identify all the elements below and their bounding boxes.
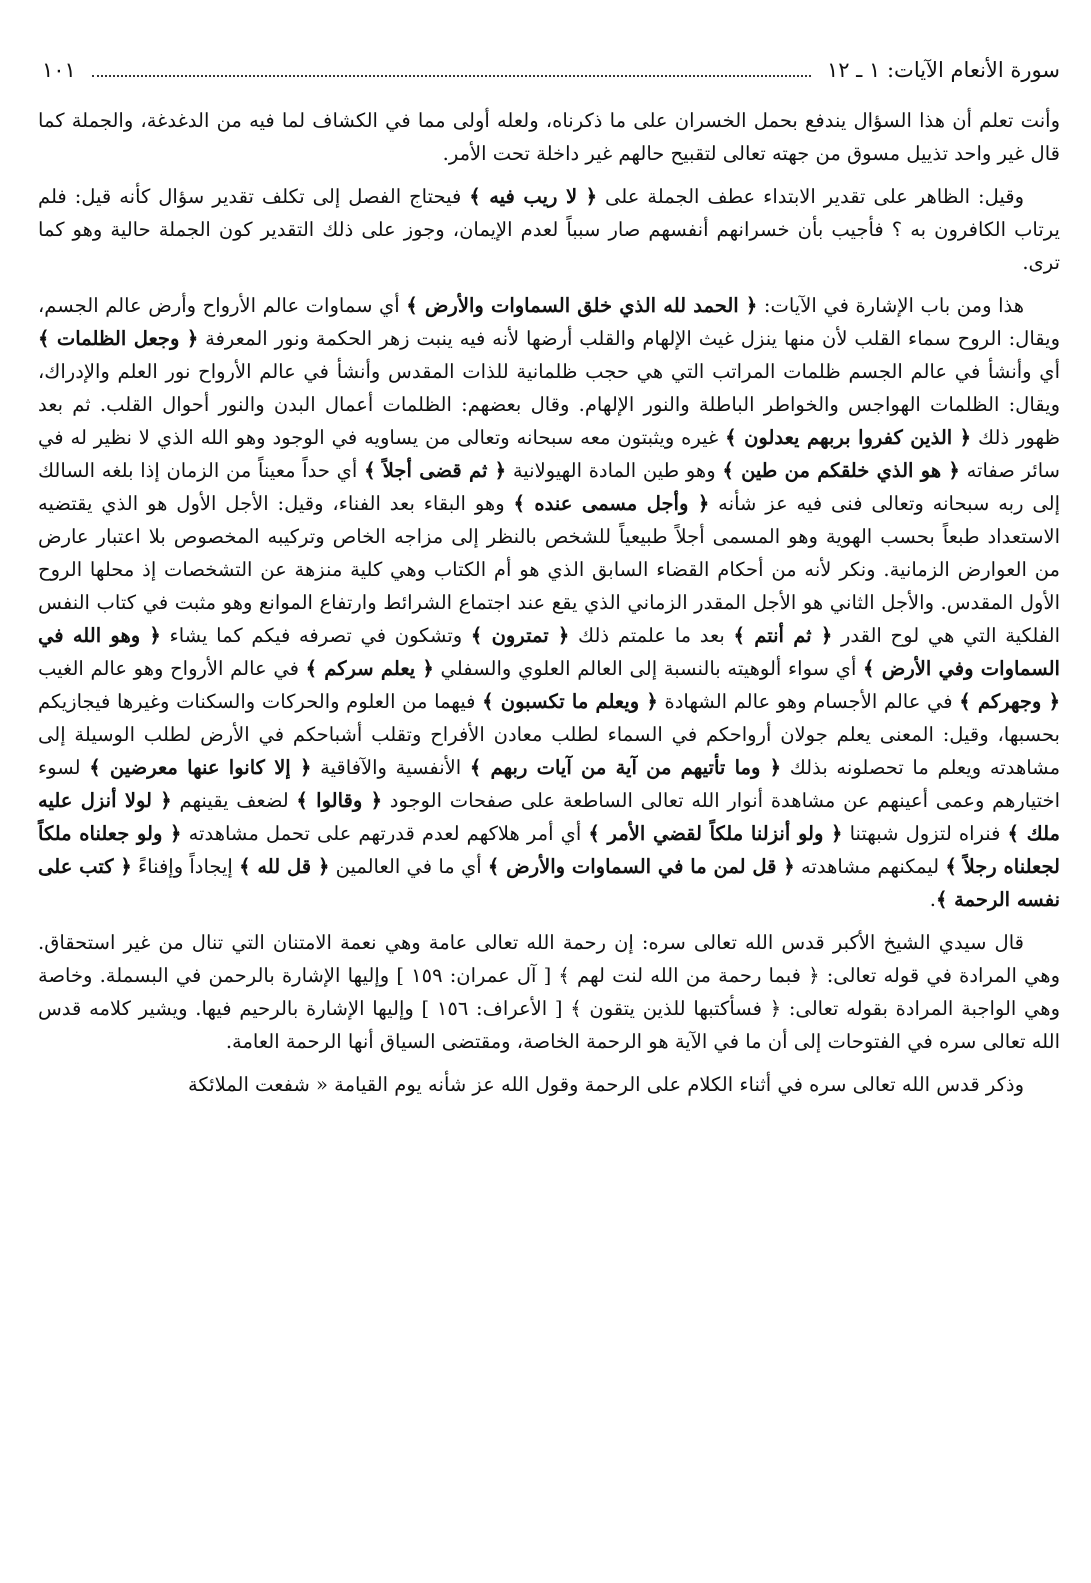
quran-quote: ﴿ كتب على نفسه الرحمة ﴾ <box>38 855 1060 911</box>
quran-quote: ﴿ الذين كفروا بربهم يعدلون ﴾ <box>725 426 972 449</box>
quran-quote: ﴿ وما تأتيهم من آية من آيات ربهم ﴾ <box>469 756 782 779</box>
quran-quote: ﴿ تمترون ﴾ <box>470 624 570 647</box>
paragraph <box>38 1068 1060 1101</box>
quran-quote: ﴿ قل لله ﴾ <box>239 855 330 878</box>
text-segment: أي حداً معيناً من الزمان إذا بلغه السالك إلى ربه سبحانه وتعالى فنى فيه عز شأنه <box>38 459 1060 515</box>
text-segment: في عالم الأرواح وهو عالم الغيب <box>38 657 306 680</box>
quran-quote: ﴿ وجعل الظلمات ﴾ <box>38 327 199 350</box>
paragraph <box>38 180 1060 279</box>
header-dot-leader <box>92 74 811 77</box>
text-segment: في عالم الأجسام وهو عالم الشهادة <box>657 690 960 713</box>
text-segment: غيره ويثبتون معه سبحانه وتعالى من يساويه في الوجود وهو الله الذي لا نظير له في سائر صفاته <box>38 426 1060 482</box>
quran-quote: ﴿ وقالوا ﴾ <box>296 789 383 812</box>
quran-quote: ﴿ إلا كانوا عنها معرضين ﴾ <box>89 756 312 779</box>
text-segment: لسوء اختيارهم وعمى أعينهم عن مشاهدة أنوار الله تعالى الساطعة على صفحات الوجود <box>38 756 1060 812</box>
text-segment: فيهما من العلوم والحركات والسكنات وغيرها فيجازيكم بحسبها، وقيل: المعنى يعلم جولان أرواحكم في السماء لطلب معادن الأفراح وتقلب أشباحكم في الأرض لطلب الوسيلة إلى مشاهدته ويعلم ما تحصلونه بذلك <box>38 690 1061 779</box>
quran-quote: ﴿ قل لمن ما في السماوات والأرض ﴾ <box>487 855 795 878</box>
quran-quote: ﴿ ثم قضى أجلاً ﴾ <box>364 459 507 482</box>
text-segment: الأنفسية والآفاقية <box>311 756 470 779</box>
text-segment: أي سواء ألوهيته بالنسبة إلى العالم العلوي والسفلي <box>433 657 864 680</box>
text-segment: فنراه لتزول شبهتنا <box>842 822 1008 845</box>
body-text <box>38 104 1060 1101</box>
text-segment: وهو طين المادة الهيولانية <box>506 459 723 482</box>
quran-quote: ﴿ وأجل مسمى عنده ﴾ <box>513 492 710 515</box>
text-segment: أي أمر هلاكهم لعدم قدرتهم على تحمل مشاهدته <box>181 822 589 845</box>
text-segment: وتشكون في تصرفه فيكم كما يشاء <box>160 624 471 647</box>
header-title: سورة الأنعام الآيات: ١ ـ ١٢ <box>826 58 1060 82</box>
text-segment: وذكر قدس الله تعالى سره في أثناء الكلام على الرحمة وقول الله عز شأنه يوم القيامة « شفعت الملائكة <box>187 1073 1024 1096</box>
quran-quote: ﴿ هو الذي خلقكم من طين ﴾ <box>722 459 960 482</box>
text-segment: . <box>929 888 936 911</box>
paragraph <box>38 104 1060 170</box>
text-segment: بعد ما علمتم ذلك <box>569 624 734 647</box>
text-segment: لضعف يقينهم <box>171 789 297 812</box>
page-number: ١٠١ <box>42 58 76 82</box>
quran-quote: ﴿ الحمد لله الذي خلق السماوات والأرض ﴾ <box>406 294 758 317</box>
quran-quote: ﴿ ثم أنتم ﴾ <box>733 624 833 647</box>
quran-quote: ﴿ ولو أنزلنا ملكاً لقضي الأمر ﴾ <box>588 822 843 845</box>
text-segment: قال سيدي الشيخ الأكبر قدس الله تعالى سره: إن رحمة الله تعالى عامة وهي نعمة الامتنان التي تنال من غير استحقاق. وهي المرادة في قوله تعالى: ﴿ فبما رحمة من الله لنت لهم ﴾ [ آل عمران: ١٥٩ ] وإليها الإشارة بالرحمن في البسملة. وخاصة وهي الواجبة المرادة بقوله تعالى: ﴿ فسأكتبها للذين يتقون ﴾ [ الأعراف: ١٥٦ ] وإليها الإشارة بالرحيم فيها. ويشير كلامه قدس الله تعالى سره في الفتوحات إلى أن ما في الآية هو الرحمة الخاصة، ومقتضى السياق أنها الرحمة العامة. <box>38 931 1060 1053</box>
text-segment: فيحتاج الفصل إلى تكلف تقدير سؤال كأنه قيل: فلم يرتاب الكافرون به ؟ فأجيب بأن خسرانهم أنفسهم صار سبباً لعدم الإيمان، وجوز على ذلك التقدير كون الجملة حالية وهو كما ترى. <box>38 185 1060 274</box>
quran-quote: ﴿ يعلم سركم ﴾ <box>305 657 434 680</box>
quran-quote: ﴿ ويعلم ما تكسبون ﴾ <box>482 690 658 713</box>
quran-quote: ﴿ وهو الله في السماوات وفي الأرض ﴾ <box>38 624 1060 680</box>
paragraph <box>38 289 1060 916</box>
paragraph <box>38 926 1060 1058</box>
quran-quote: ﴿ لولا أنزل عليه ملك ﴾ <box>38 789 1060 845</box>
quran-quote: ﴿ ولو جعلناه ملكاً لجعلناه رجلاً ﴾ <box>38 822 1060 878</box>
book-page <box>38 58 1060 1558</box>
text-segment: هذا ومن باب الإشارة في الآيات: <box>757 294 1025 317</box>
text-segment: أي سماوات عالم الأرواح وأرض عالم الجسم، ويقال: الروح سماء القلب لأن منها ينزل غيث الإلهام والقلب أرضها لأنه فيه ينبت زهر الحكمة ونور المعرفة <box>38 294 1061 350</box>
text-segment: وأنت تعلم أن هذا السؤال يندفع بحمل الخسران على ما ذكرناه، ولعله أولى مما في الكشاف لما فيه من الدغدغة، والجملة كما قال غير واحد تذييل مسوق من جهته تعالى لتقبيح حالهم غير داخلة تحت الأمر. <box>38 109 1060 165</box>
text-segment: ليمكنهم مشاهدته <box>794 855 946 878</box>
text-segment: وقيل: الظاهر على تقدير الابتداء عطف الجملة على <box>597 185 1024 208</box>
quran-quote: ﴿ وجهركم ﴾ <box>959 690 1060 713</box>
text-segment: إيجاداً وإفناءً <box>131 855 240 878</box>
quran-quote: ﴿ لا ريب فيه ﴾ <box>469 185 598 208</box>
text-segment: أي ما في العالمين <box>329 855 488 878</box>
text-segment: وهو البقاء بعد الفناء، وقيل: الأجل الأول هو الذي يقتضيه الاستعداد طبعاً بحسب الهوية وهو المسمى أجلاً طبيعياً للشخص بالنظر إلى مزاجه الخاص وتركيبه المخصوص بلا اعتبار عارض من العوارض الزمانية. ونكر لأنه من أحكام القضاء السابق الذي هو أم الكتاب وهي كلية منزهة عن التشخصات إذ محلها الروح الأول المقدس. والأجل الثاني هو الأجل المقدر الزماني الذي يقع عند اجتماع الشرائط وارتفاع الموانع وهو مثبت في كتاب النفس الفلكية التي هي لوح القدر <box>38 492 1060 647</box>
text-segment: أي وأنشأ في عالم الجسم ظلمات المراتب التي هي حجب ظلمانية للذات المقدس وأنشأ في عالم الأرواح نور العلم والإدراك، ويقال: الظلمات الهواجس والخواطر الباطلة والنور الإلهام. وقال بعضهم: الظلمات أعمال البدن والنور أحوال القلب. ثم بعد ظهور ذلك <box>38 360 1060 449</box>
running-header <box>38 58 1060 104</box>
